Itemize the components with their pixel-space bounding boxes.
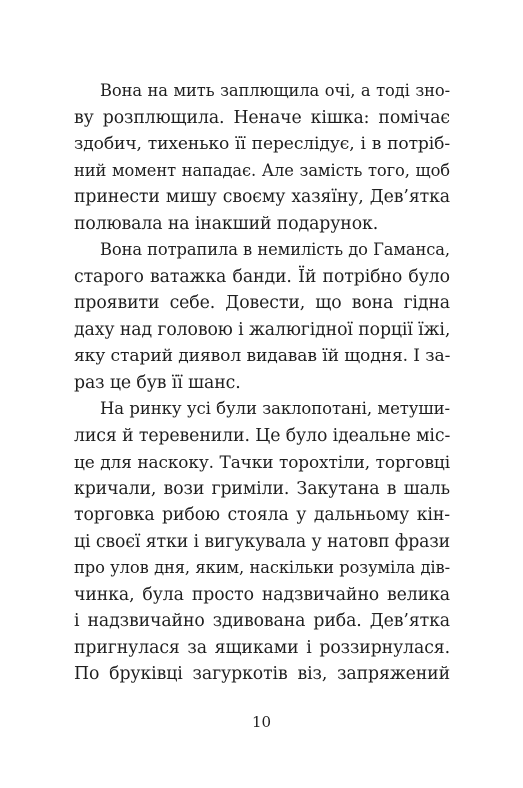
text-line: принести мишу своєму хазяїну, Дев’ятка [74,187,450,207]
page-number: 10 [251,713,272,731]
text-line: торговка рибою стояла у дальньому кін- [74,505,450,525]
text-line: На ринку усі були заклопотані, метуши- [100,399,450,418]
text-line: лися й теревенили. Це було ідеальне міс- [74,425,450,446]
text-line: Вона на мить заплющила очі, а тоді зно- [100,81,450,100]
text-line: ний момент нападає. Але замість того, щоб [74,160,450,180]
text-line: яку старий диявол видавав їй щодня. І за- [74,346,450,366]
text-line: кричали, вози гриміли. Закутана в шаль [74,478,450,499]
text-line: полювала на інакший подарунок. [74,213,379,234]
text-line: Вона потрапила в немилість до Гаманса, [100,240,450,259]
text-line: старого ватажка банди. Їй потрібно було [74,266,450,287]
text-line: проявити себе. Довести, що вона гідна [74,293,450,313]
body-text [74,78,450,688]
text-line: про улов дня, яким, наскільки розуміла дів- [74,558,450,577]
text-line: пригнулася за ящиками і роззирнулася. [74,637,450,658]
text-line: По бруківці загуркотів віз, запряжений [74,664,450,684]
text-line: даху над головою і жалюгідної порції їжі, [74,319,450,340]
paragraph-1 [74,78,450,237]
text-line: і надзвичайно здивована риба. Дев’ятка [74,611,450,631]
text-line: здобич, тихенько її переслідує, і в потріб- [74,134,450,154]
text-line: ву розплющила. Неначе кішка: помічає [74,107,450,128]
paragraph-2 [74,237,450,396]
text-line: чинка, була просто надзвичайно велика [74,584,450,605]
text-line: ці своєї ятки і вигукувала у натовп фрази [74,531,450,552]
paragraph-3 [74,396,450,688]
text-line: раз це був її шанс. [74,372,241,393]
text-line: це для наскоку. Тачки торохтіли, торговці [74,452,450,472]
